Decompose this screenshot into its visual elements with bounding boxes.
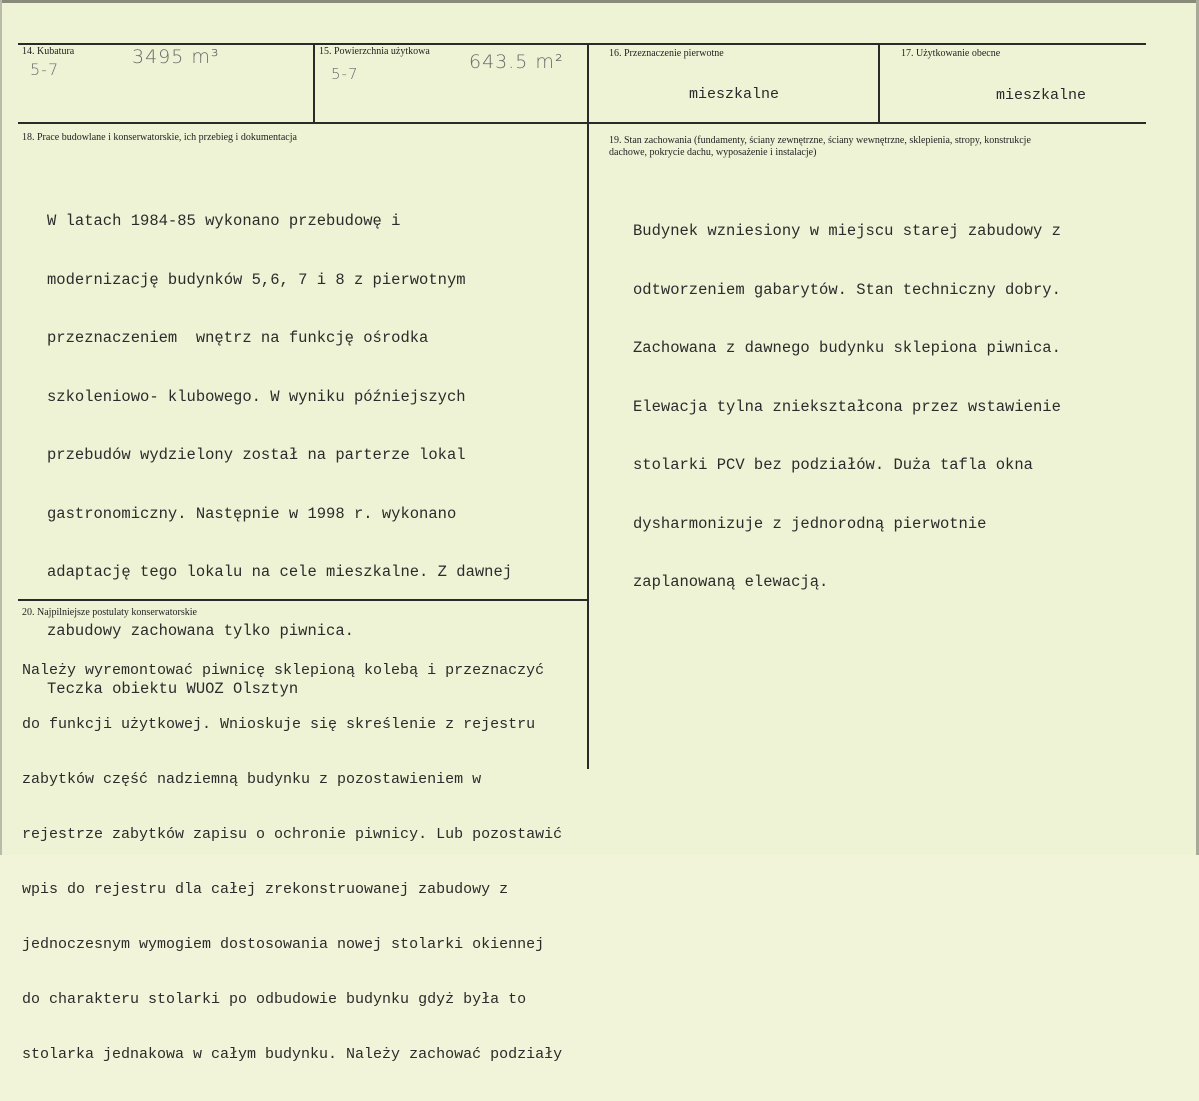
field-14-handwritten-note: 5-7 <box>30 60 60 79</box>
text-line: jednoczesnym wymogiem dostosowania nowej stolarki okiennej <box>22 936 545 954</box>
text-line: rejestrze zabytków zapisu o ochronie piwnicy. Lub pozostawić <box>22 826 563 844</box>
text-line: Teczka obiektu WUOZ Olsztyn <box>47 680 299 698</box>
text-line: wpis do rejestru dla całej zrekonstruowanej zabudowy z <box>22 881 509 899</box>
col-divider-3 <box>878 43 880 123</box>
text-line: modernizację budynków 5,6, 7 i 8 z pierwotnym <box>47 270 466 289</box>
text-line: Należy wyremontować piwnicę sklepioną kolebą i przeznaczyć <box>22 661 545 679</box>
text-line: do funkcji użytkowej. Wnioskuje się skreślenie z rejestru <box>22 716 536 734</box>
field-15-handwritten-note: 5-7 <box>331 65 359 83</box>
text-line: Elewacja tylna zniekształcona przez wstawienie <box>633 397 1061 416</box>
field-19-text <box>633 183 1061 632</box>
field-15-label: 15. Powierzchnia użytkowa <box>319 46 430 57</box>
text-line: dysharmonizuje z jednorodną pierwotnie <box>633 514 987 533</box>
text-line: zabudowy zachowana tylko piwnica. <box>47 621 354 640</box>
text-line: do charakteru stolarki po odbudowie budynku gdyż była to <box>22 990 527 1008</box>
field-16-value: mieszkalne <box>688 86 779 103</box>
text-line: gastronomiczny. Następnie w 1998 r. wykonano <box>47 504 457 523</box>
field-17-label: 17. Użytkowanie obecne <box>901 48 1001 59</box>
field-17-value: mieszkalne <box>995 87 1086 104</box>
field-14-handwritten-value: 3495 m³ <box>132 46 220 68</box>
text-line: Budynek wzniesiony w miejscu starej zabudowy z <box>633 222 1061 240</box>
col-divider-1 <box>313 43 315 123</box>
field-19-label-line-2: dachowe, pokrycie dachu, wyposażenie i instalacje) <box>609 147 817 158</box>
col-divider-2 <box>587 43 589 769</box>
text-line: adaptację tego lokalu na cele mieszkalne. Z dawnej <box>47 563 513 581</box>
card-edge-top <box>0 0 1199 3</box>
card-edge-left <box>0 0 2 855</box>
text-line: szkoleniowo- klubowego. W wyniku późniejszych <box>47 387 466 406</box>
text-line: przeznaczeniem wnętrz na funkcję ośrodka <box>47 329 429 347</box>
text-line: W latach 1984-85 wykonano przebudowę i <box>47 212 401 230</box>
row-mid-rule <box>18 122 1146 124</box>
field-19-label <box>609 135 1149 159</box>
text-line: zaplanowaną elewacją. <box>633 573 829 591</box>
text-line: stolarki PCV bez podziałów. Duża tafla okna <box>633 456 1033 474</box>
field-14-label: 14. Kubatura <box>22 46 75 57</box>
text-line: przebudów wydzielony został na parterze lokal <box>47 446 466 464</box>
field-20-label: 20. Najpilniejsze postulaty konserwatorskie <box>22 607 197 618</box>
text-line: odtworzeniem gabarytów. Stan techniczny dobry. <box>633 280 1061 299</box>
text-line: Zachowana z dawnego budynku sklepiona piwnica. <box>633 339 1061 357</box>
text-line: zabytków część nadziemną budynku z pozostawieniem w <box>22 771 482 789</box>
field-16-label: 16. Przeznaczenie pierwotne <box>609 48 724 59</box>
row-top-rule <box>18 43 1146 45</box>
field-15-handwritten-value: 643.5 m² <box>469 51 564 73</box>
field-18-label: 18. Prace budowlane i konserwatorskie, ich przebieg i dokumentacja <box>22 132 297 143</box>
field-19-label-line-1: 19. Stan zachowania (fundamenty, ściany zewnętrzne, ściany wewnętrzne, sklepienia, stropy, konstrukcje <box>609 135 1031 146</box>
text-line: stolarka jednakowa w całym budynku. Należy zachować podziały <box>22 1045 563 1063</box>
field-20-text <box>22 625 562 1101</box>
